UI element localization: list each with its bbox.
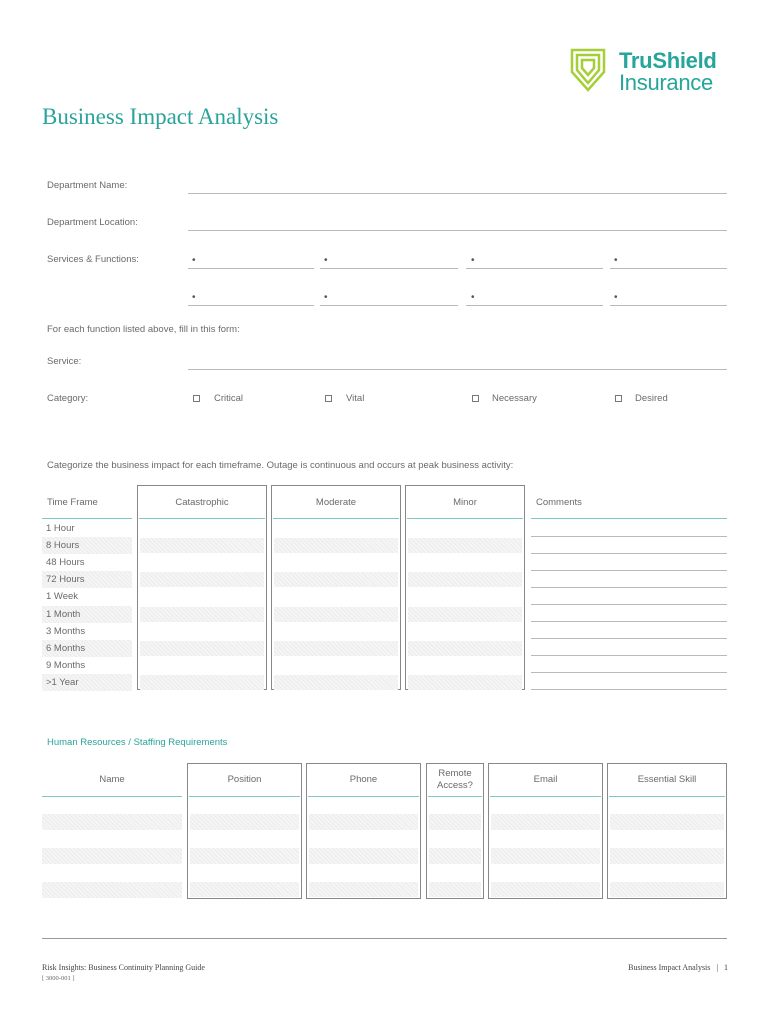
catastrophic-header: Catastrophic bbox=[175, 497, 229, 508]
name-header: Name bbox=[99, 774, 125, 785]
time-frame-row: 1 Month bbox=[42, 606, 132, 623]
hr-section-title: Human Resources / Staffing Requirements bbox=[47, 737, 228, 748]
staff-cell[interactable] bbox=[491, 882, 600, 897]
header-underline bbox=[42, 796, 182, 797]
staff-cell[interactable] bbox=[309, 848, 418, 864]
comment-line[interactable] bbox=[531, 672, 727, 673]
minor-column bbox=[405, 485, 525, 690]
company-logo bbox=[570, 48, 730, 98]
staff-cell[interactable] bbox=[42, 814, 182, 830]
bullet: • bbox=[614, 292, 618, 303]
impact-cell[interactable] bbox=[140, 607, 264, 622]
necessary-label: Necessary bbox=[492, 393, 537, 404]
service-field[interactable] bbox=[610, 268, 727, 269]
service-name-field[interactable] bbox=[188, 369, 727, 370]
comment-line[interactable] bbox=[531, 621, 727, 622]
staff-cell[interactable] bbox=[309, 814, 418, 830]
vital-checkbox[interactable] bbox=[325, 395, 332, 402]
service-field[interactable] bbox=[188, 268, 314, 269]
footer-page-info: Business Impact Analysis | 1 bbox=[628, 963, 728, 972]
critical-checkbox[interactable] bbox=[193, 395, 200, 402]
time-frame-row: 1 Week bbox=[46, 591, 79, 602]
comment-line[interactable] bbox=[531, 553, 727, 554]
header-underline bbox=[42, 518, 132, 519]
bullet: • bbox=[192, 255, 196, 266]
moderate-column bbox=[271, 485, 401, 690]
necessary-checkbox[interactable] bbox=[472, 395, 479, 402]
header-underline bbox=[531, 518, 727, 519]
footer-code: [ 3000-001 ] bbox=[42, 975, 75, 982]
bullet: • bbox=[324, 255, 328, 266]
staff-cell[interactable] bbox=[610, 882, 724, 897]
phone-header: Phone bbox=[349, 774, 378, 785]
impact-cell[interactable] bbox=[274, 641, 398, 656]
comments-header: Comments bbox=[536, 497, 582, 508]
time-frame-row: 48 Hours bbox=[46, 557, 85, 568]
service-field[interactable] bbox=[188, 305, 314, 306]
bullet: • bbox=[471, 292, 475, 303]
impact-cell[interactable] bbox=[274, 607, 398, 622]
header-underline bbox=[490, 796, 601, 797]
service-field[interactable] bbox=[466, 305, 603, 306]
staff-cell[interactable] bbox=[491, 814, 600, 830]
service-field[interactable] bbox=[466, 268, 603, 269]
impact-cell[interactable] bbox=[408, 538, 522, 553]
header-underline bbox=[428, 796, 482, 797]
staff-cell[interactable] bbox=[190, 848, 299, 864]
bullet: • bbox=[192, 292, 196, 303]
staff-cell[interactable] bbox=[429, 882, 481, 897]
essential-skill-header: Essential Skill bbox=[637, 774, 697, 785]
footer-divider bbox=[42, 938, 727, 939]
comment-line[interactable] bbox=[531, 638, 727, 639]
comment-line[interactable] bbox=[531, 689, 727, 690]
bullet: • bbox=[471, 255, 475, 266]
header-underline bbox=[407, 518, 523, 519]
staff-cell[interactable] bbox=[610, 814, 724, 830]
time-frame-row: 3 Months bbox=[46, 626, 86, 637]
moderate-header: Moderate bbox=[315, 497, 357, 508]
comment-line[interactable] bbox=[531, 570, 727, 571]
service-field[interactable] bbox=[610, 305, 727, 306]
time-frame-row: 6 Months bbox=[42, 640, 132, 657]
logo-name: TruShield bbox=[619, 48, 717, 73]
page-title: Business Impact Analysis bbox=[42, 104, 279, 129]
time-frame-row: 1 Hour bbox=[46, 523, 75, 534]
category-label: Category: bbox=[47, 393, 89, 404]
comment-line[interactable] bbox=[531, 655, 727, 656]
footer-guide-title: Risk Insights: Business Continuity Planning Guide bbox=[42, 963, 205, 972]
logo-subname: Insurance bbox=[619, 70, 713, 95]
impact-cell[interactable] bbox=[408, 641, 522, 656]
impact-cell[interactable] bbox=[274, 538, 398, 553]
service-field[interactable] bbox=[320, 305, 458, 306]
header-underline bbox=[273, 518, 399, 519]
header-underline bbox=[308, 796, 419, 797]
time-frame-row: 72 Hours bbox=[42, 571, 132, 588]
impact-cell[interactable] bbox=[274, 675, 398, 690]
catastrophic-column bbox=[137, 485, 267, 690]
staff-cell[interactable] bbox=[42, 848, 182, 864]
staff-cell[interactable] bbox=[42, 882, 182, 898]
department-name-field[interactable] bbox=[188, 193, 727, 194]
service-field[interactable] bbox=[320, 268, 458, 269]
shield-icon bbox=[570, 48, 606, 92]
time-frame-row: >1 Year bbox=[42, 674, 132, 691]
time-frame-row: 9 Months bbox=[46, 660, 86, 671]
remote-access-header: Remote Access? bbox=[437, 768, 473, 791]
impact-cell[interactable] bbox=[140, 675, 264, 690]
instruction-text: For each function listed above, fill in this form: bbox=[47, 324, 240, 335]
staff-cell[interactable] bbox=[190, 814, 299, 830]
comment-line[interactable] bbox=[531, 587, 727, 588]
minor-header: Minor bbox=[453, 497, 477, 508]
impact-cell[interactable] bbox=[408, 607, 522, 622]
desired-label: Desired bbox=[635, 393, 668, 404]
vital-label: Vital bbox=[346, 393, 365, 404]
header-underline bbox=[139, 518, 265, 519]
impact-instruction: Categorize the business impact for each timeframe. Outage is continuous and occurs at peak business activity: bbox=[47, 460, 514, 471]
impact-cell[interactable] bbox=[274, 572, 398, 587]
bullet: • bbox=[614, 255, 618, 266]
service-label: Service: bbox=[47, 356, 82, 367]
department-name-label: Department Name: bbox=[47, 180, 128, 191]
position-header: Position bbox=[227, 774, 262, 785]
comment-line[interactable] bbox=[531, 604, 727, 605]
impact-cell[interactable] bbox=[408, 675, 522, 690]
time-frame-header: Time Frame bbox=[47, 497, 98, 508]
desired-checkbox[interactable] bbox=[615, 395, 622, 402]
staff-cell[interactable] bbox=[190, 882, 299, 897]
staff-cell[interactable] bbox=[429, 814, 481, 830]
impact-cell[interactable] bbox=[140, 538, 264, 553]
staff-cell[interactable] bbox=[610, 848, 724, 864]
email-header: Email bbox=[533, 774, 558, 785]
impact-cell[interactable] bbox=[408, 572, 522, 587]
impact-cell[interactable] bbox=[140, 641, 264, 656]
critical-label: Critical bbox=[214, 393, 244, 404]
staff-cell[interactable] bbox=[429, 848, 481, 864]
impact-cell[interactable] bbox=[140, 572, 264, 587]
department-location-label: Department Location: bbox=[47, 217, 138, 228]
time-frame-row: 8 Hours bbox=[42, 537, 132, 554]
header-underline bbox=[189, 796, 300, 797]
staff-cell[interactable] bbox=[491, 848, 600, 864]
comment-line[interactable] bbox=[531, 536, 727, 537]
bullet: • bbox=[324, 292, 328, 303]
staff-cell[interactable] bbox=[309, 882, 418, 897]
department-location-field[interactable] bbox=[188, 230, 727, 231]
services-functions-label: Services & Functions: bbox=[47, 254, 139, 265]
header-underline bbox=[609, 796, 725, 797]
